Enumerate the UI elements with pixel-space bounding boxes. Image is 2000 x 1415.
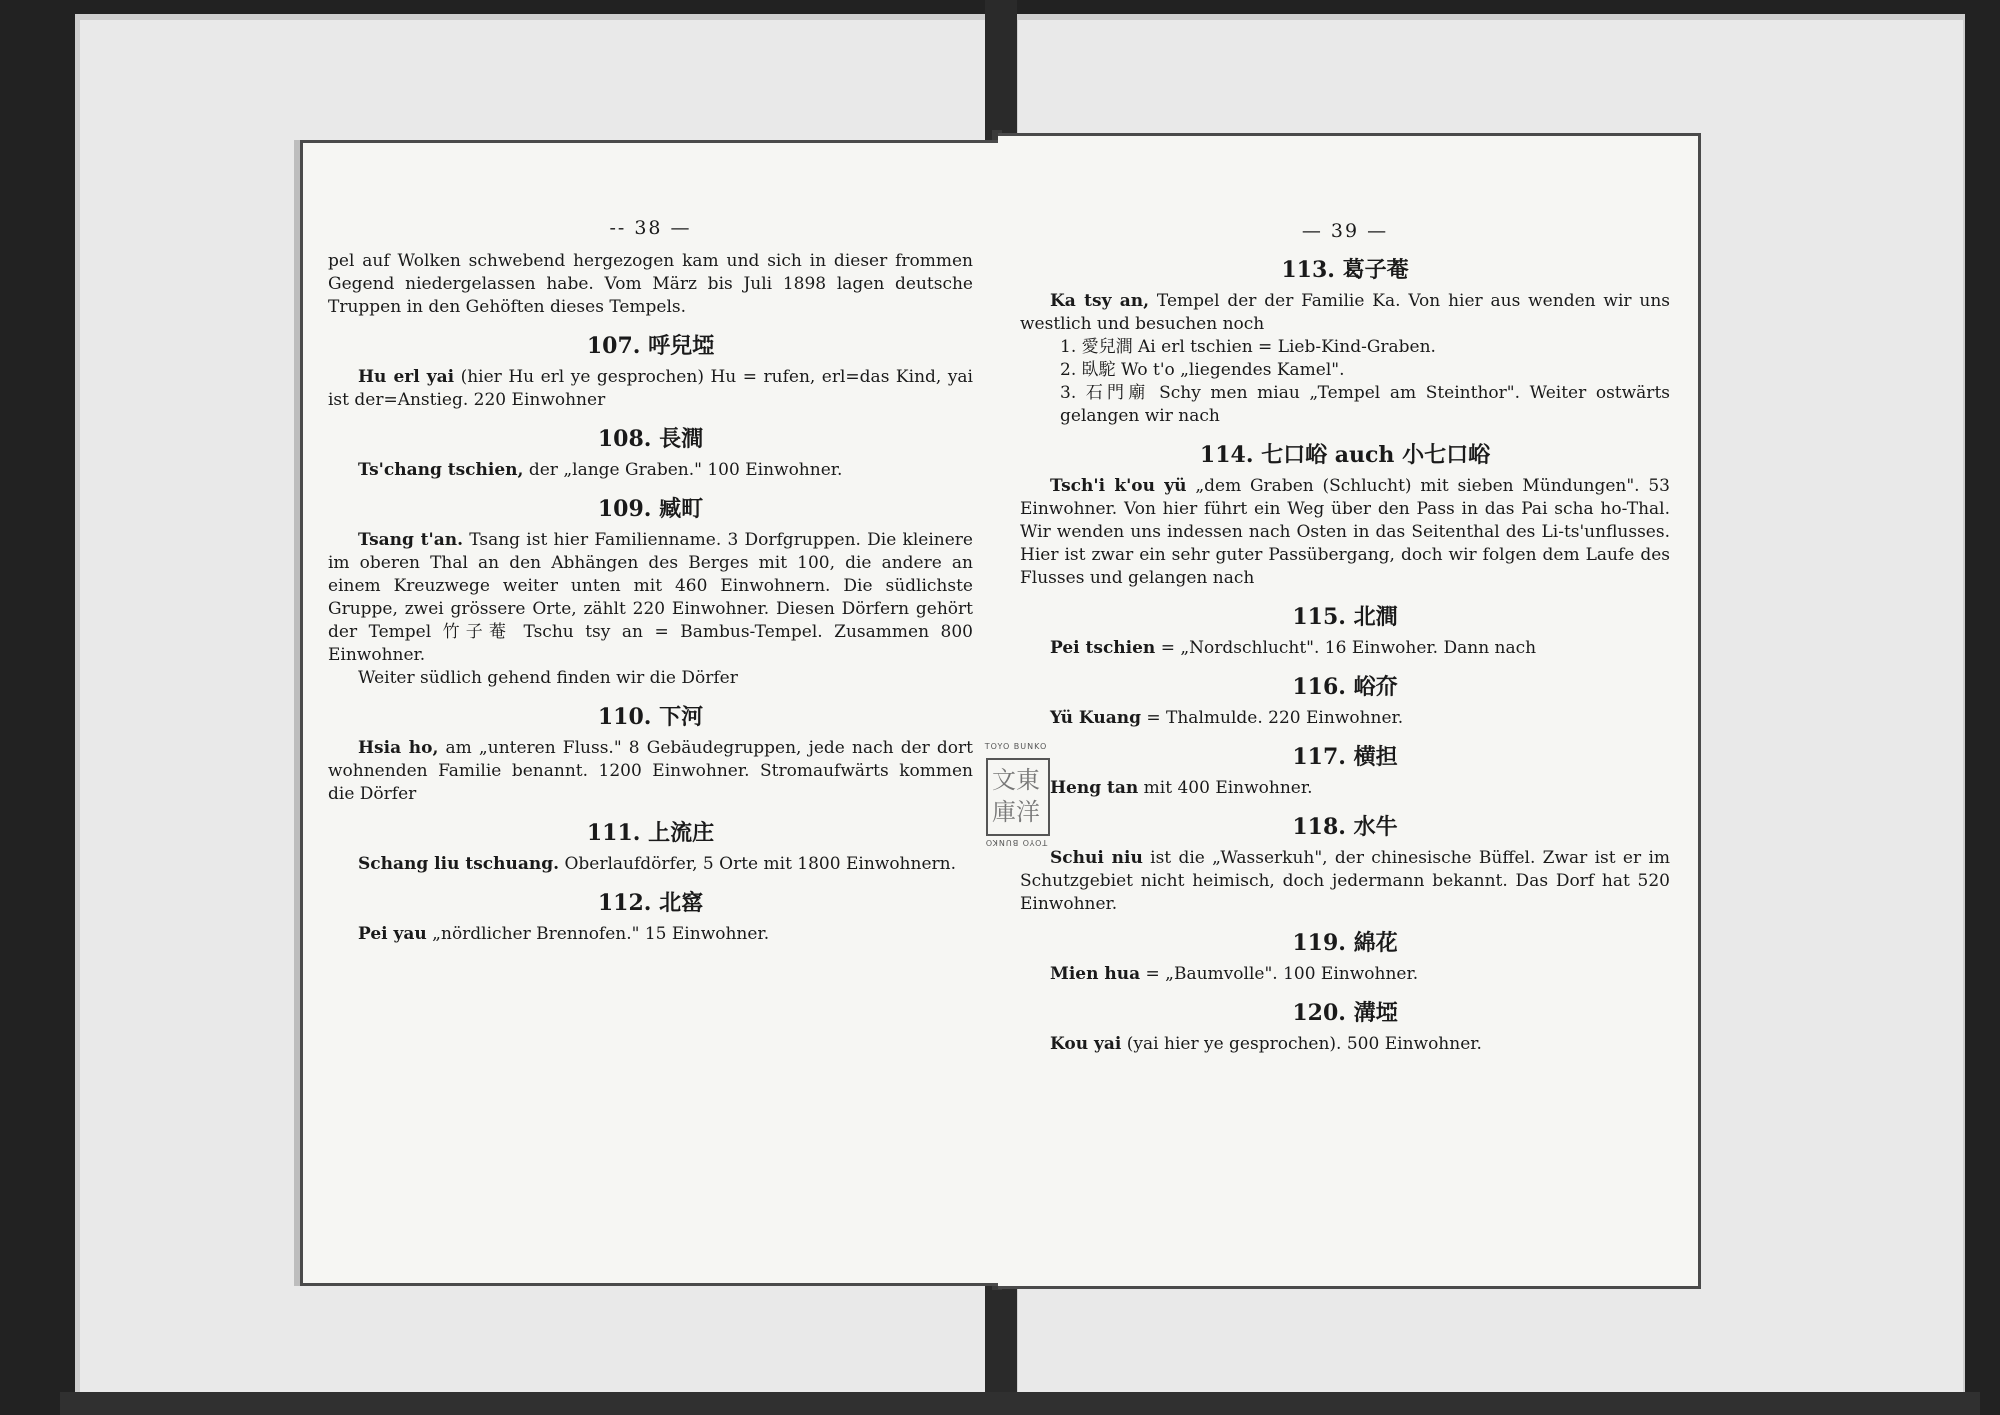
entry-paragraph: [328, 923, 973, 946]
entry-text: ist die „Wasserkuh", der chinesische Büffel. Zwar ist er im Schutzgebiet nicht heimisch, doch jedermann bekannt. Das Dorf hat 520 Einwohner.: [1020, 848, 1671, 914]
entry-text: mit 400 Einwohner.: [1138, 778, 1313, 798]
entry-name: Tsch'i k'ou yü: [1050, 476, 1187, 496]
page-number: -- 38 —: [609, 217, 692, 239]
entry-paragraph: [1020, 290, 1670, 336]
entry-paragraph: [1020, 475, 1670, 590]
entry-text: = „Baumvolle". 100 Einwohner.: [1140, 964, 1419, 984]
entry-heading: 119. 綿花: [1292, 930, 1398, 956]
intro-paragraph: pel auf Wolken schwebend hergezogen kam und sich in dieser frommen Gegend niedergelassen habe. Vom März bis Juli 1898 lagen deutsche Truppen in den Gehöften dieses Tempels.: [328, 251, 973, 317]
entry-text: am „unteren Fluss." 8 Gebäudegruppen, jede nach der dort wohnenden Familie benannt. 1200 Einwohner. Stromaufwärts kommen die Dörfer: [328, 738, 973, 804]
entry-paragraph: [328, 459, 973, 482]
entry-name: Heng tan: [1050, 778, 1139, 798]
entry-text: „nördlicher Brennofen." 15 Einwohner.: [426, 924, 770, 944]
entry-text: (yai hier ye gesprochen). 500 Einwohner.: [1121, 1034, 1482, 1054]
entry-text: der „lange Graben." 100 Einwohner.: [523, 460, 843, 480]
entry-heading: 107. 呼兒埡: [586, 333, 715, 359]
right-page: [998, 133, 1701, 1289]
entry-text: Tsang ist hier Familienname. 3 Dorfgruppen. Die kleinere im oberen Thal an den Abhängen des Berges mit 100, die andere an einem Kreuzwege weiter unten mit 460 Einwohnern. Die südlichste Gruppe, zwei grössere Orte, zählt 220 Einwohner. Diesen Dörfern gehört der Tempel 竹子菴 Tschu tsy an = Bambus-Tempel. Zusammen 800 Einwohner.: [328, 530, 973, 665]
entry-name: Pei tschien: [1050, 638, 1156, 658]
stamp-glyphs: 文東庫洋: [992, 766, 1040, 826]
entry-paragraph: [1020, 1033, 1670, 1056]
entry-text: = Thalmulde. 220 Einwohner.: [1140, 708, 1404, 728]
stamp-bottom-text: TOYO BUNKO: [984, 838, 1048, 847]
entry-heading: 113. 葛子菴: [1281, 257, 1409, 283]
entry-heading: 108. 長澗: [597, 426, 704, 452]
entry-heading: 112. 北窰: [597, 890, 704, 916]
entry-name: Hu erl yai: [358, 367, 455, 387]
entry-name: Schui niu: [1050, 848, 1143, 868]
library-stamp: [980, 740, 1052, 860]
entry-name: Yü Kuang: [1050, 708, 1141, 728]
entry-paragraph: [328, 853, 973, 876]
list-item: 3. 石門廟 Schy men miau „Tempel am Steinthor". Weiter ostwärts gelangen wir nach: [1060, 383, 1670, 426]
list-item: 1. 愛兒澗 Ai erl tschien = Lieb-Kind-Graben.: [1060, 337, 1436, 357]
entry-text: (hier Hu erl ye gesprochen) Hu = rufen, erl=das Kind, yai ist der=Anstieg. 220 Einwohner: [328, 367, 973, 410]
entry-name: Pei yau: [358, 924, 427, 944]
entry-paragraph: [1020, 707, 1670, 730]
list-item: 2. 臥駝 Wo t'o „liegendes Kamel".: [1060, 360, 1345, 380]
entry-text: = „Nordschlucht". 16 Einwoher. Dann nach: [1155, 638, 1537, 658]
left-page: [300, 140, 998, 1286]
entry-paragraph: [1020, 847, 1670, 916]
entry-heading: 116. 峪夼: [1292, 674, 1398, 700]
entry-text: Tempel der der Familie Ka. Von hier aus wenden wir uns westlich und besuchen noch: [1020, 291, 1670, 334]
entry-text: Oberlaufdörfer, 5 Orte mit 1800 Einwohnern.: [559, 854, 956, 874]
entry-name: Ka tsy an,: [1050, 291, 1150, 311]
entry-name: Hsia ho,: [358, 738, 439, 758]
entry-paragraph: [328, 529, 973, 667]
bottom-edge: [60, 1392, 1980, 1415]
entry-heading: 117. 横担: [1292, 744, 1398, 770]
entry-heading: 109. 臧町: [597, 496, 704, 522]
entry-paragraph: [1020, 963, 1670, 986]
entry-paragraph: [328, 737, 973, 806]
entry-heading: 110. 下河: [597, 704, 704, 730]
entry-name: Mien hua: [1050, 964, 1141, 984]
entry-heading: 118. 水牛: [1292, 814, 1398, 840]
entry-name: Ts'chang tschien,: [358, 460, 524, 480]
entry-extra: Weiter südlich gehend finden wir die Dörfer: [358, 668, 738, 688]
entry-name: Tsang t'an.: [358, 530, 464, 550]
entry-heading: 120. 溝埡: [1292, 1000, 1398, 1026]
entry-name: Schang liu tschuang.: [358, 854, 560, 874]
entry-name: Kou yai: [1050, 1034, 1122, 1054]
page-number: — 39 —: [1301, 220, 1389, 242]
entry-heading: 115. 北澗: [1292, 604, 1398, 630]
entry-paragraph: [328, 366, 973, 412]
entry-paragraph: [1020, 777, 1670, 800]
entry-heading: 114. 七口峪 auch 小七口峪: [1199, 442, 1491, 468]
stamp-top-text: TOYO BUNKO: [984, 742, 1048, 751]
entry-text: „dem Graben (Schlucht) mit sieben Mündungen". 53 Einwohner. Von hier führt ein Weg über den Pass in das Pai scha ho-Thal. Wir wenden uns indessen nach Osten in das Seitenthal des Li-ts'unflusses. Hier ist zwar ein sehr guter Passübergang, doch wir folgen dem Laufe des Flusses und gelangen nach: [1020, 476, 1670, 588]
entry-heading: 111. 上流庄: [586, 820, 715, 846]
entry-paragraph: [1020, 637, 1670, 660]
